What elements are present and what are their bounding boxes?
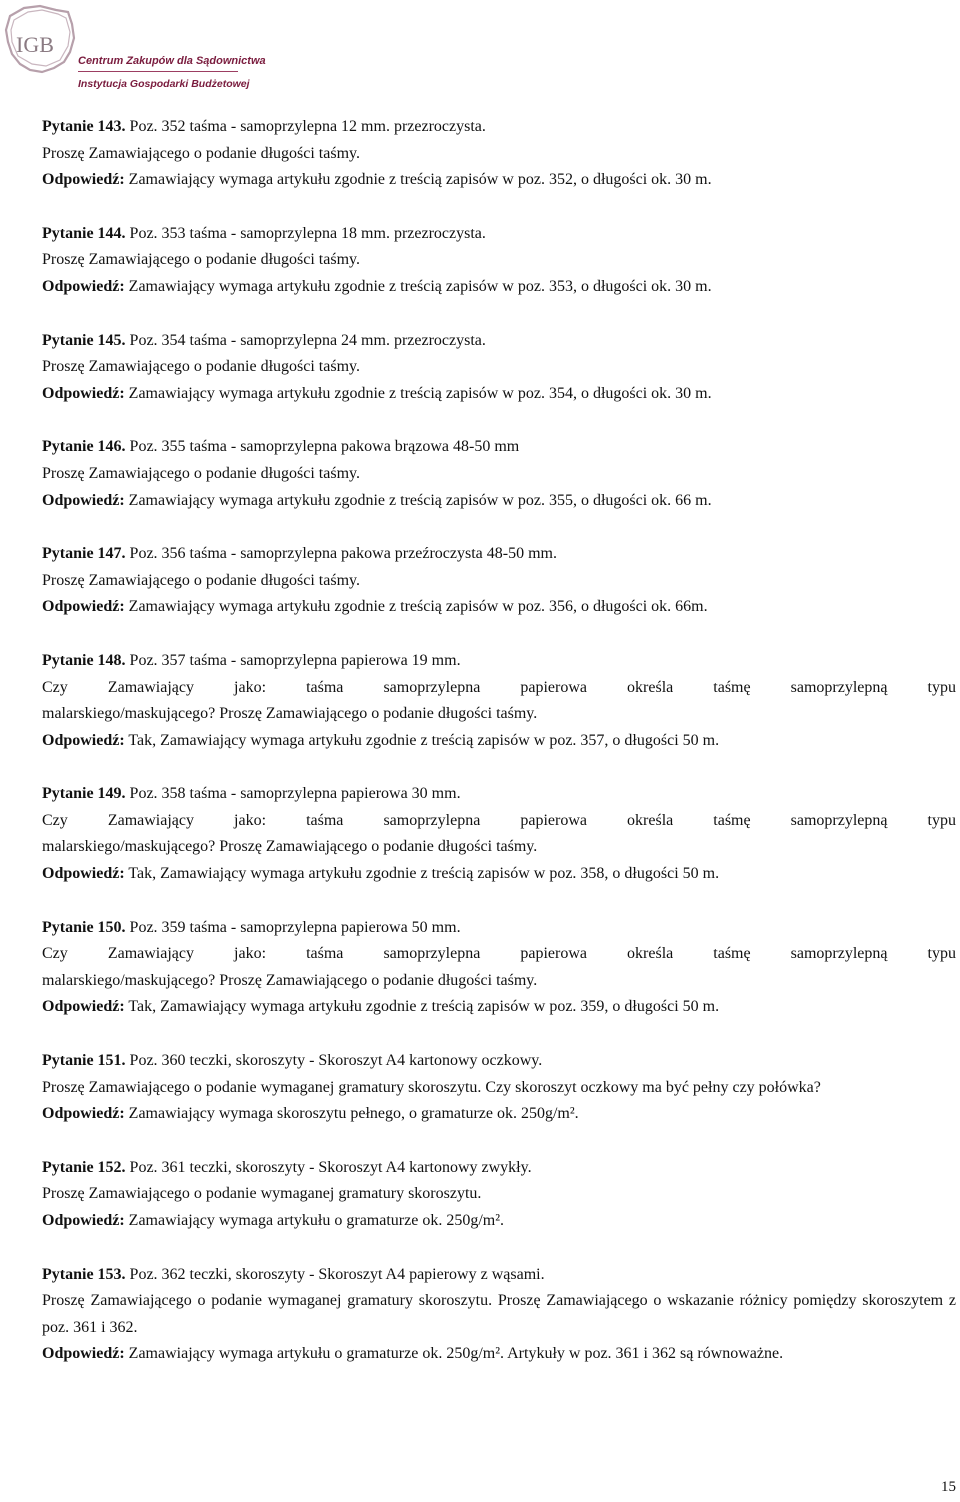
question-line [42,1048,956,1075]
org-subtitle: Instytucja Gospodarki Budżetowej [78,78,250,90]
request-text: Proszę Zamawiającego o podanie długości taśmy. [42,571,360,589]
request-text-line2: malarskiego/maskującego? Proszę Zamawiającego o podanie długości taśmy. [42,838,538,856]
qa-item-145 [42,328,956,408]
answer-text: Zamawiający wymaga artykułu zgodnie z treścią zapisów w poz. 354, o długości ok. 30 m. [124,384,712,402]
question-line [42,1262,956,1289]
question-line [42,221,956,248]
answer-line [42,488,956,515]
qa-item-147 [42,541,956,621]
question-line [42,915,956,942]
question-text: Poz. 359 taśma - samoprzylepna papierowa 50 mm. [125,918,461,936]
question-text: Poz. 355 taśma - samoprzylepna pakowa brązowa 48-50 mm [125,438,520,456]
answer-text: Zamawiający wymaga artykułu zgodnie z treścią zapisów w poz. 352, o długości ok. 30 m. [124,171,712,189]
answer-text: Zamawiający wymaga artykułu zgodnie z treścią zapisów w poz. 356, o długości ok. 66m. [124,598,708,616]
answer-text: Tak, Zamawiający wymaga artykułu zgodnie z treścią zapisów w poz. 357, o długości 50 m. [124,731,720,749]
answer-text: Zamawiający wymaga artykułu zgodnie z treścią zapisów w poz. 355, o długości ok. 66 m. [124,491,712,509]
answer-text: Zamawiający wymaga artykułu o gramaturze ok. 250g/m². Artykuły w poz. 361 i 362 są równoważne. [124,1345,784,1363]
answer-line [42,381,956,408]
question-label: Pytanie 146. [42,438,126,456]
question-line [42,328,956,355]
question-label: Pytanie 149. [42,785,126,803]
org-name: Centrum Zakupów dla Sądownictwa [78,55,266,67]
question-text: Poz. 352 taśma - samoprzylepna 12 mm. przezroczysta. [125,118,486,135]
qa-item-153 [42,1262,956,1368]
qa-item-152 [42,1155,956,1235]
qa-item-149 [42,781,956,887]
answer-line [42,861,956,888]
request-text: Proszę Zamawiającego o podanie wymaganej gramatury skoroszytu. Czy skoroszyt oczkowy ma być pełny czy połówka? [42,1078,821,1096]
answer-text: Tak, Zamawiający wymaga artykułu zgodnie z treścią zapisów w poz. 358, o długości 50 m. [124,865,720,883]
qa-item-150 [42,915,956,1021]
answer-label: Odpowiedź: [42,998,125,1016]
qa-item-146 [42,434,956,514]
question-line [42,648,956,675]
page-number: 15 [941,1479,956,1495]
question-text: Poz. 362 teczki, skoroszyty - Skoroszyt A4 papierowy z wąsami. [125,1265,545,1283]
question-line [42,541,956,568]
question-label: Pytanie 151. [42,1052,126,1070]
request-text: Proszę Zamawiającego o podanie długości taśmy. [42,251,360,269]
answer-label: Odpowiedź: [42,171,125,189]
question-label: Pytanie 152. [42,1158,126,1176]
request-text: Proszę Zamawiającego o podanie długości taśmy. [42,358,360,376]
answer-label: Odpowiedź: [42,865,125,883]
question-text: Poz. 357 taśma - samoprzylepna papierowa 19 mm. [125,651,461,669]
qa-list [42,114,956,1395]
answer-line [42,1341,956,1368]
request-text-line1: Czy Zamawiający jako: taśma samoprzylepna papierowa określa taśmę samoprzylepną typu [42,678,956,696]
answer-label: Odpowiedź: [42,731,125,749]
request-text-line1: Czy Zamawiający jako: taśma samoprzylepna papierowa określa taśmę samoprzylepną typu [42,945,956,963]
answer-label: Odpowiedź: [42,598,125,616]
question-label: Pytanie 144. [42,224,126,242]
answer-text: Zamawiający wymaga artykułu o gramaturze ok. 250g/m². [124,1212,505,1229]
question-label: Pytanie 147. [42,545,126,563]
question-label: Pytanie 148. [42,651,126,669]
answer-line [42,594,956,621]
qa-item-143 [42,114,956,194]
answer-line [42,167,956,194]
answer-label: Odpowiedź: [42,1212,125,1229]
answer-line [42,728,956,755]
question-text: Poz. 361 teczki, skoroszyty - Skoroszyt A4 kartonowy zwykły. [125,1158,532,1176]
question-line [42,781,956,808]
question-label: Pytanie 145. [42,331,126,349]
question-line [42,114,956,141]
request-text: Proszę Zamawiającego o podanie długości taśmy. [42,464,360,482]
question-label: Pytanie 150. [42,918,126,936]
qa-item-151 [42,1048,956,1128]
answer-line [42,994,956,1021]
answer-label: Odpowiedź: [42,384,125,402]
qa-item-148 [42,648,956,754]
question-label: Pytanie 143. [42,118,126,135]
logo-letters: IGB [16,32,54,57]
request-text: Proszę Zamawiającego o podanie wymaganej gramatury skoroszytu. Proszę Zamawiającego o wskazanie różnicy pomiędzy skoroszytem z poz. 361 i 362. [42,1292,956,1336]
answer-line [42,1208,956,1235]
answer-label: Odpowiedź: [42,277,125,295]
question-line [42,434,956,461]
question-line [42,1155,956,1182]
poland-map-logo-icon [2,2,78,76]
question-text: Poz. 354 taśma - samoprzylepna 24 mm. przezroczysta. [125,331,486,349]
request-text-line1: Czy Zamawiający jako: taśma samoprzylepna papierowa określa taśmę samoprzylepną typu [42,811,956,829]
request-text: Proszę Zamawiającego o podanie długości taśmy. [42,144,360,162]
question-text: Poz. 358 taśma - samoprzylepna papierowa 30 mm. [125,785,461,803]
question-text: Poz. 360 teczki, skoroszyty - Skoroszyt A4 kartonowy oczkowy. [125,1052,543,1070]
qa-item-144 [42,221,956,301]
answer-label: Odpowiedź: [42,1345,125,1363]
answer-label: Odpowiedź: [42,1105,125,1123]
request-text: Proszę Zamawiającego o podanie wymaganej gramatury skoroszytu. [42,1185,482,1203]
request-text-line2: malarskiego/maskującego? Proszę Zamawiającego o podanie długości taśmy. [42,705,538,723]
question-label: Pytanie 153. [42,1265,126,1283]
answer-text: Tak, Zamawiający wymaga artykułu zgodnie z treścią zapisów w poz. 359, o długości 50 m. [124,998,720,1016]
answer-text: Zamawiający wymaga skoroszytu pełnego, o gramaturze ok. 250g/m². [124,1105,579,1123]
request-text-line2: malarskiego/maskującego? Proszę Zamawiającego o podanie długości taśmy. [42,971,538,989]
answer-text: Zamawiający wymaga artykułu zgodnie z treścią zapisów w poz. 353, o długości ok. 30 m. [124,277,712,295]
answer-line [42,274,956,301]
answer-line [42,1101,956,1128]
header-logo [0,0,266,94]
answer-label: Odpowiedź: [42,491,125,509]
question-text: Poz. 353 taśma - samoprzylepna 18 mm. przezroczysta. [125,224,486,242]
logo-divider [78,71,238,72]
question-text: Poz. 356 taśma - samoprzylepna pakowa przeźroczysta 48-50 mm. [125,545,557,563]
